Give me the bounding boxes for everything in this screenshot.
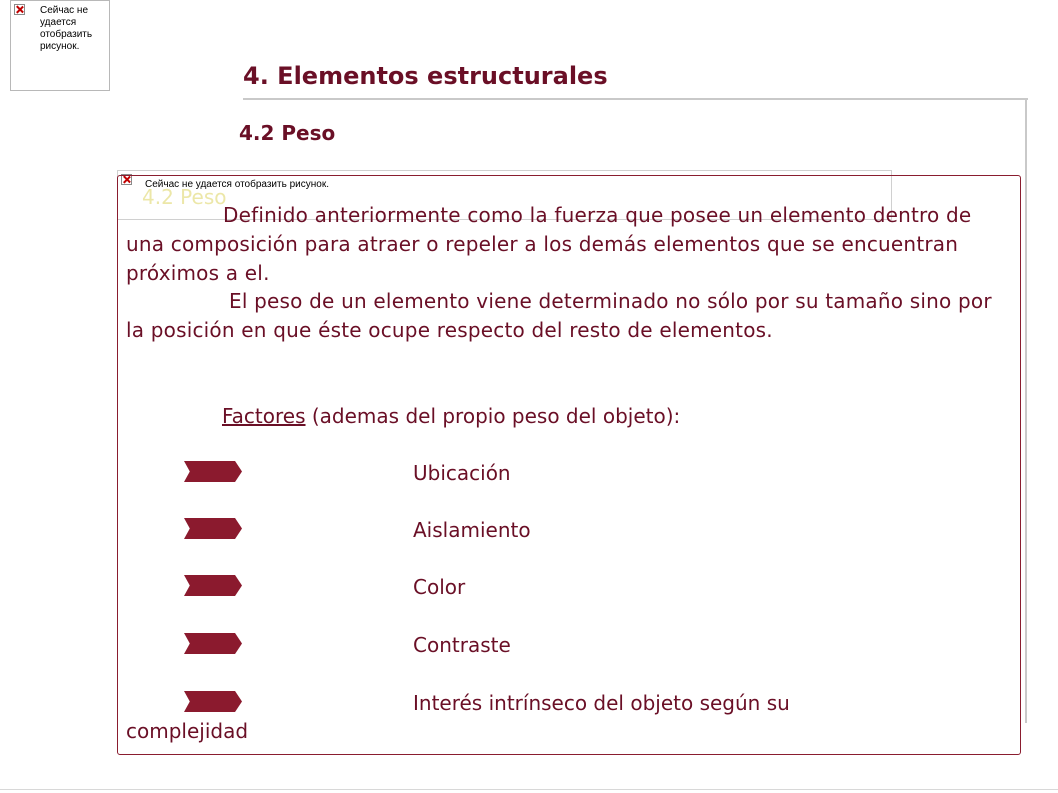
factor-item (0, 459, 1058, 488)
factor-label: Contraste (413, 633, 511, 657)
factor-item (0, 631, 1058, 660)
right-border-line (1025, 98, 1027, 723)
factors-description: (ademas del propio peso del objeto): (305, 404, 681, 428)
factor-label: Color (413, 575, 466, 599)
ghost-section-title: 4.2 Peso (142, 185, 227, 209)
arrow-bullet-icon (184, 461, 242, 482)
arrow-bullet-icon (184, 691, 242, 712)
weight-text: El peso de un elemento viene determinado no sólo por su tamaño sino por la posición en que éste ocupe respecto del resto de elementos. (126, 289, 992, 342)
arrow-bullet-icon (184, 633, 242, 654)
section-subtitle: 4.2 Peso (239, 121, 336, 145)
weight-paragraph (126, 287, 1006, 345)
factor-label-continuation: complejidad (126, 719, 249, 743)
arrow-bullet-icon (184, 518, 242, 539)
broken-image-placeholder-top (10, 0, 110, 91)
factors-heading (222, 402, 680, 431)
arrow-bullet-icon (184, 575, 242, 596)
broken-image-text: Сейчас не удается отобразить рисунок. (40, 5, 93, 52)
page-title: 4. Elementos estructurales (243, 62, 608, 90)
broken-image-icon (14, 4, 25, 15)
factor-item (0, 573, 1058, 602)
factors-link[interactable]: Factores (222, 404, 306, 428)
factor-item (0, 689, 1058, 718)
factor-label: Aislamiento (413, 518, 531, 542)
definition-text: Definido anteriormente como la fuerza que posee un elemento dentro de una composición para atraer o repeler a los demás elementos que se encuentran próximos a el. (126, 203, 972, 285)
factor-label: Ubicación (413, 461, 511, 485)
broken-image-text: Сейчас не удается отобразить рисунок. (145, 179, 329, 190)
bottom-divider (0, 789, 1058, 790)
factor-item (0, 516, 1058, 545)
title-divider (243, 98, 1028, 100)
factor-label: Interés intrínseco del objeto según su (413, 691, 790, 715)
definition-paragraph (126, 201, 1006, 288)
